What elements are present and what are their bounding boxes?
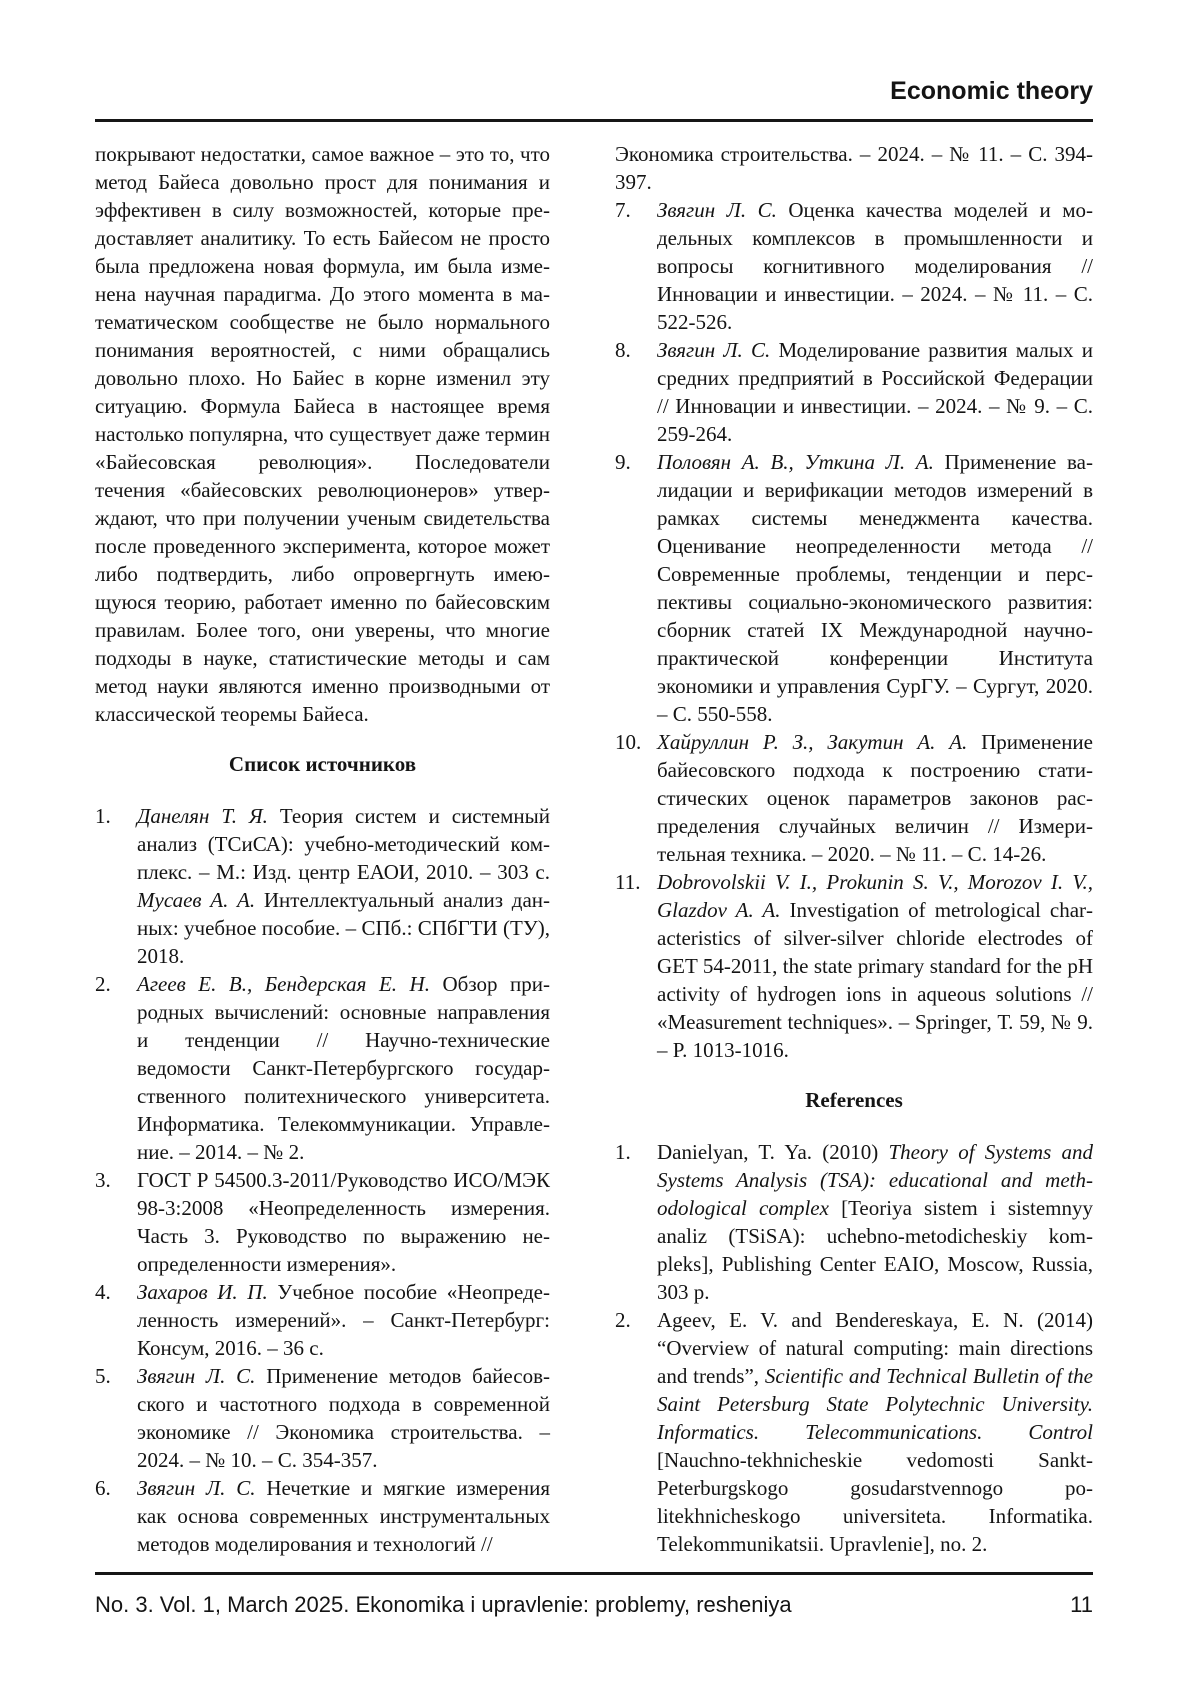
reference-text: Ageev, E. V. and Bendereskaya, E. N. (2014) “Overview of natural computing: main directions and trends”, Scientific and Technical Bulletin of the Saint Petersburg State Polytechnic University. Informatics. Telecommunications. Control [Nauchno-tekhnicheskie vedomosti Sankt-Peterburgskogo gosudarstvennogo politekhnicheskogo universiteta. Informatika. Telekommunikatsii. Upravlenie], no. 2. [657,1308,1093,1556]
section-title: Economic theory [890,77,1093,105]
page-number: 11 [1070,1592,1093,1617]
reference-text: Danielyan, T. Ya. (2010) Theory of Systems and Systems Analysis (TSA): educational and methodological complex [Teoriya sistem i sistemnyy analiz (TSiSA): uchebno-metodicheskiy kompleks], Publishing Center EAIO, Moscow, Russia, 303 p. [657,1140,1093,1304]
reference-number: 1. [95,804,111,828]
reference-number: 6. [95,1476,111,1500]
reference-text: Звягин Л. С. Нечеткие и мягкие измерения как основа современных инструментальных методов моделирования и технологий // [137,1476,550,1556]
reference-item [615,1138,1093,1306]
reference-text: Звягин Л. С. Применение методов байесовского и частотного подхода в современной экономике // Экономика строительства. – 2024. – № 10. – С. 354-357. [137,1364,550,1472]
reference-item [615,448,1093,728]
reference-item [615,336,1093,448]
references-list [615,1138,1093,1558]
reference-number: 10. [615,730,642,754]
reference-text: Захаров И. П. Учебное пособие «Неопределенность измерений». – Санкт-Петербург: Консум, 2016. – 36 с. [137,1280,551,1360]
reference-number: 2. [615,1308,631,1332]
reference-number: 9. [615,450,631,474]
reference-text: Агеев Е. В., Бендерская Е. Н. Обзор природных вычислений: основные направления и тенденции // Научно-технические ведомости Санкт-Петербургского государственного политехнического университета. Информатика. Телекоммуникации. Управление. – 2014. – № 2. [137,972,550,1164]
reference-number: 4. [95,1280,111,1304]
body-paragraph: покрывают недостатки, самое важное – это то, что метод Байеса довольно прост для понимания и эффективен в силу возможностей, которые предоставляет аналитику. То есть Байесом не просто была предложена новая формула, им была изменена научная парадигма. До этого момента в математическом сообществе не было нормального понимания вероятностей, с ними обращались довольно плохо. Но Байес в корне изменил эту ситуацию. Формула Байеса в настоящее время настолько популярна, что существует даже термин «Байесовская революция». Последователи течения «байесовских революционеров» утверждают, что при получении ученым свидетельства после проведенного эксперимента, которое может либо подтвердить, либо опровергнуть имеющуюся теорию, работает именно по байесовским правилам. Более того, они уверены, что многие подходы в науке, статистические методы и сам метод науки являются именно производными от классической теоремы Байеса. [95,142,550,726]
reference-number: 11. [615,870,641,894]
reference-item [95,1362,550,1474]
reference-item [95,970,550,1166]
reference-number: 7. [615,198,631,222]
reference-item [95,1166,550,1278]
reference-item [615,868,1093,1064]
reference-text: Звягин Л. С. Моделирование развития малых и средних предприятий в Российской Федерации // Инновации и инвестиции. – 2024. – № 9. – С. 259-264. [657,338,1093,446]
two-column-body [95,140,1093,1558]
reference-text: Половян А. В., Уткина Л. А. Применение валидации и верификации методов измерений в рамках системы менеджмента качества. Оценивание неопределенности метода // Современные проблемы, тенденции и перспективы социально-экономического развития: сборник статей IX Международной научно-практической конференции Института экономики и управления СурГУ. – Сургут, 2020. – С. 550-558. [657,450,1093,726]
journal-issue-line: No. 3. Vol. 1, March 2025. Ekonomika i upravlenie: problemy, resheniya [95,1592,792,1617]
reference-text: ГОСТ Р 54500.3-2011/Руководство ИСО/МЭК 98-3:2008 «Неопределенность измерения. Часть 3. Руководство по выражению неопределенности измерения». [137,1168,550,1276]
reference-number: 2. [95,972,111,996]
reference-number: 5. [95,1364,111,1388]
reference-item [95,802,550,970]
right-column [615,140,1093,1558]
reference-text: Хайруллин Р. З., Закутин А. А. Применение байесовского подхода к построению статистических оценок параметров законов распределения случайных величин // Измерительная техника. – 2020. – № 11. – С. 14-26. [657,730,1093,866]
page-footer [95,1572,1093,1698]
reference-continuation: Экономика строительства. – 2024. – № 11. – С. 394-397. [615,142,1093,194]
reference-item [615,728,1093,868]
references-heading: References [805,1088,903,1112]
reference-number: 3. [95,1168,111,1192]
left-column [95,140,550,1558]
reference-text: Звягин Л. С. Оценка качества моделей и модельных комплексов в промышленности и вопросы когнитивного моделирования // Инновации и инвестиции. – 2024. – № 11. – С. 522-526. [657,198,1093,334]
sources-list-right [615,196,1093,1064]
reference-item [615,1306,1093,1558]
sources-list-left [95,802,550,1558]
reference-number: 8. [615,338,631,362]
sources-heading: Список источников [228,752,417,776]
reference-item [95,1474,550,1558]
section-header [95,78,1093,122]
reference-text: Данелян Т. Я. Теория систем и системный анализ (ТСиСА): учебно-методический комплекс. – М.: Изд. центр ЕАОИ, 2010. – 303 с. Мусаев А. А. Интеллектуальный анализ данных: учебное пособие. – СПб.: СПбГТИ (ТУ), 2018. [137,804,551,968]
reference-text: Dobrovolskii V. I., Prokunin S. V., Morozov I. V., Glazdov A. A. Investigation of metrological characteristics of silver-silver chloride electrodes of GET 54-2011, the state primary standard for the pH activity of hydrogen ions in aqueous solutions // «Measurement techniques». – Springer, Т. 59, № 9. – P. 1013-1016. [657,870,1094,1062]
reference-item [615,196,1093,336]
reference-number: 1. [615,1140,631,1164]
reference-item [95,1278,550,1362]
page-content [95,78,1093,1558]
